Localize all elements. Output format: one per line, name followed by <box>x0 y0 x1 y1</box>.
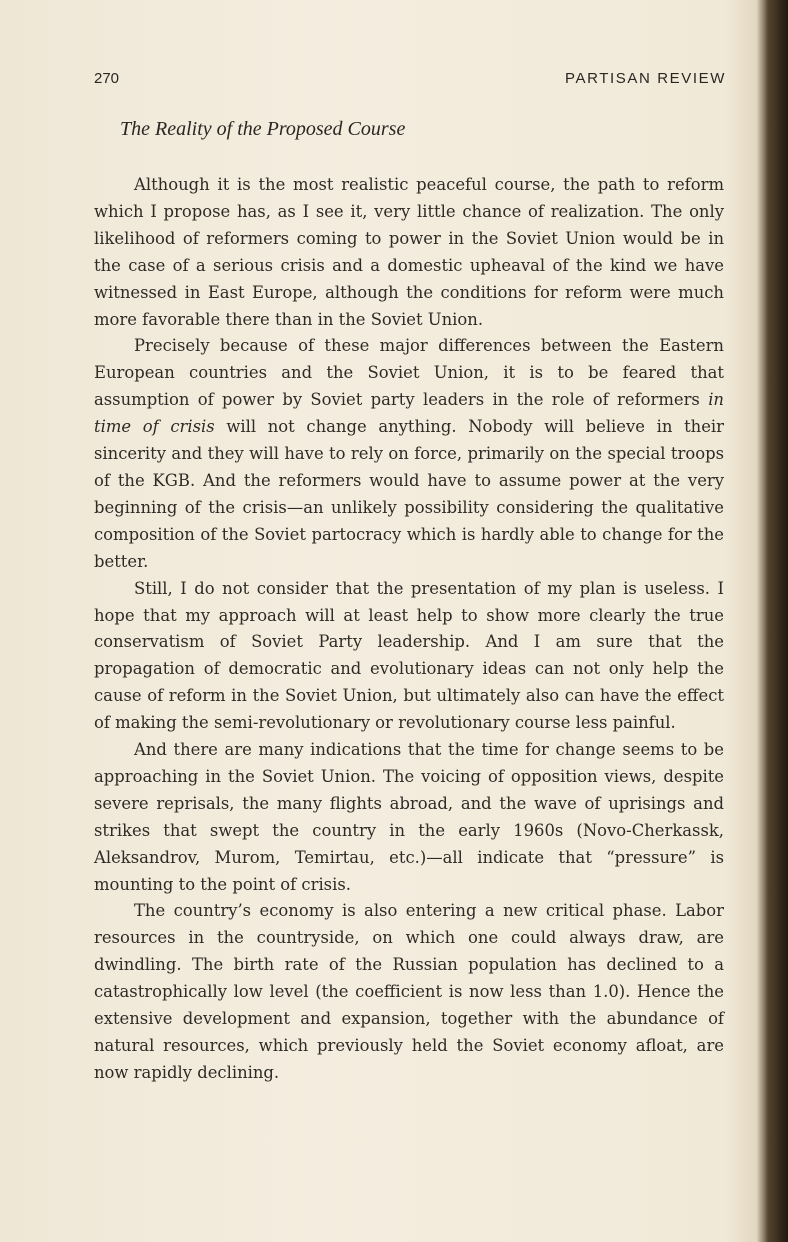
paragraph: Still, I do not consider that the presentation of my plan is useless. I hope that my approach will at least help to show more clearly the true conservatism of Soviet Party leadership. And I am sure that the propagation of democratic and evolutionary ideas can not only help the cause of reform in the Soviet Union, but ultimately also can have the effect of making the semi-revolutionary or revolutionary course less painful. <box>94 578 724 733</box>
paragraph <box>94 333 724 575</box>
emphasis-text: in time of crisis <box>94 390 724 437</box>
paragraph: Although it is the most realistic peaceful course, the path to reform which I propose has, as I see it, very little chance of realization. The only likelihood of reformers coming to power in the Soviet Union would be in the case of a serious crisis and a domestic upheaval of the kind we have witnessed in East Europe, although the conditions for reform were much more favorable there than in the Soviet Union. <box>94 175 724 329</box>
running-title: PARTISAN REVIEW <box>565 70 726 87</box>
book-spine-shadow <box>764 0 788 1242</box>
page-header <box>94 70 726 92</box>
paragraph: The country’s economy is also entering a new critical phase. Labor resources in the countryside, on which one could always draw, are dwindling. The birth rate of the Russian population has declined to a catastrophically low level (the coefficient is now less than 1.0). Hence the extensive development and expansion, together with the abundance of natural resources, which previously held the Soviet economy afloat, are now rapidly declining. <box>94 901 724 1082</box>
paragraph-text: Precisely because of these major differences between the Eastern European countries and the Soviet Union, it is to be feared that assumption of power by Soviet party leaders in the role of reformers <box>94 336 724 410</box>
paragraph: And there are many indications that the time for change seems to be approaching in the Soviet Union. The voicing of opposition views, despite severe reprisals, the many flights abroad, and the wave of uprisings and strikes that swept the country in the early 1960s (Novo-Cherkassk, Aleksandrov, Murom, Temirtau, etc.)—all indicate that “pressure” is mounting to the point of crisis. <box>94 740 724 894</box>
section-heading: The Reality of the Proposed Course <box>120 118 406 140</box>
page-number: 270 <box>94 70 120 87</box>
paragraph-text: will not change anything. Nobody will believe in their sincerity and they will have to rely on force, primarily on the special troops of the KGB. And the reformers would have to assume power at the very beginning of the crisis—an unlikely possibility considering the qualitative composition of the Soviet partocracy which is hardly able to change for the better. <box>94 417 725 571</box>
article-body <box>94 172 724 1087</box>
